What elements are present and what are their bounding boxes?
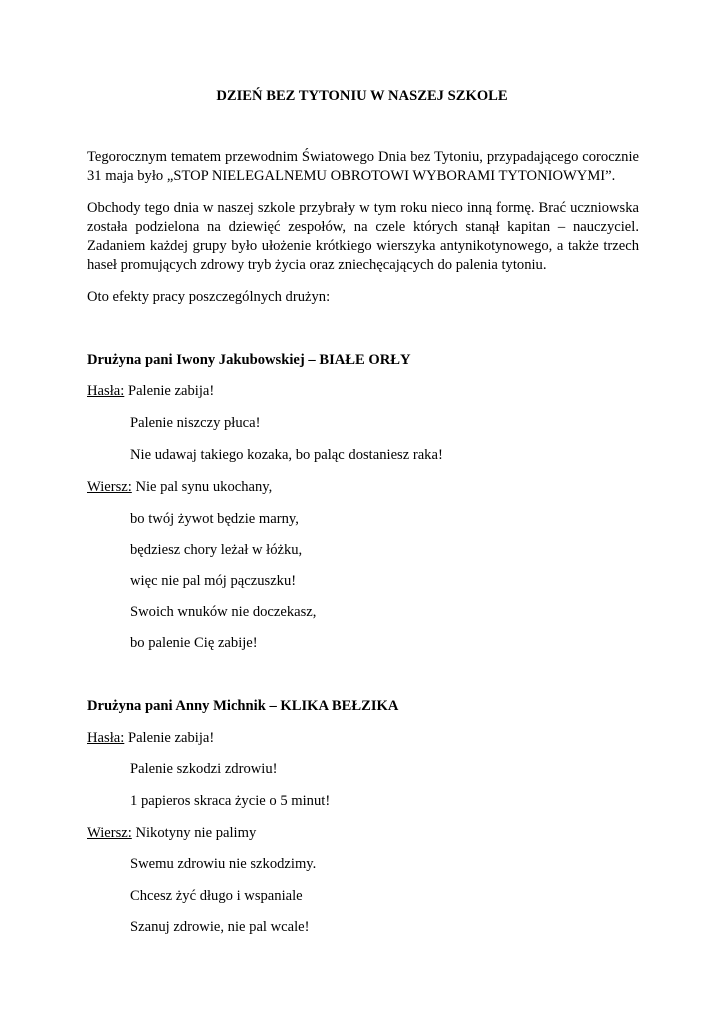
poem-line: będziesz chory leżał w łóżku, (130, 542, 303, 558)
poem-line: Chcesz żyć długo i wspaniale (130, 888, 303, 904)
paragraph2-line-1: Obchody tego dnia w naszej szkole przybrały w tym roku nieco inną formę. Brać uczniowska (87, 200, 639, 216)
slogan: Nie udawaj takiego kozaka, bo paląc dostaniesz raka! (130, 447, 443, 463)
poem-label: Wiersz: (87, 479, 132, 495)
paragraph3: Oto efekty pracy poszczególnych drużyn: (87, 289, 331, 305)
poem-line: Swemu zdrowiu nie szkodzimy. (130, 856, 317, 872)
slogan: 1 papieros skraca życie o 5 minut! (130, 793, 331, 809)
intro-line-1: Tegorocznym tematem przewodnim Światowego Dnia bez Tytoniu, przypadającego corocznie (87, 149, 639, 165)
poem-line: Nikotyny nie palimy (135, 825, 257, 841)
slogans-label: Hasła: (87, 730, 125, 746)
poem-line: więc nie pal mój pączuszku! (130, 573, 297, 589)
team-heading: Drużyna pani Anny Michnik – KLIKA BEŁZIKA (87, 698, 399, 714)
poem-line: bo twój żywot będzie marny, (130, 511, 299, 527)
paragraph2-line-3: Zadaniem każdej grupy było ułożenie krótkiego wierszyka antynikotynowego, a także trzech (87, 238, 639, 254)
poem-line: Swoich wnuków nie doczekasz, (130, 604, 317, 620)
poem-line: Nie pal synu ukochany, (135, 479, 273, 495)
slogan: Palenie niszczy płuca! (130, 415, 261, 431)
slogan: Palenie zabija! (127, 730, 215, 746)
paragraph2-line-2: została podzielona na dziewięć zespołów, na czele których stanął kapitan – nauczyciel. (87, 219, 639, 235)
poem-line: bo palenie Cię zabije! (130, 635, 258, 651)
slogans-row (87, 382, 214, 401)
poem-line: Szanuj zdrowie, nie pal wcale! (130, 919, 310, 935)
document-title: DZIEŃ BEZ TYTONIU W NASZEJ SZKOLE (216, 88, 508, 104)
poem-row (87, 478, 272, 497)
slogan: Palenie zabija! (127, 383, 215, 399)
poem-row (87, 824, 256, 843)
team-heading: Drużyna pani Iwony Jakubowskiej – BIAŁE ORŁY (87, 352, 411, 368)
slogans-row (87, 729, 214, 748)
poem-label: Wiersz: (87, 825, 132, 841)
slogan: Palenie szkodzi zdrowiu! (130, 761, 278, 777)
paragraph2-line-4: haseł promujących zdrowy tryb życia oraz zniechęcających do palenia tytoniu. (87, 257, 547, 273)
intro-line-2: 31 maja było „STOP NIELEGALNEMU OBROTOWI WYBORAMI TYTONIOWYMI”. (87, 168, 616, 184)
slogans-label: Hasła: (87, 383, 125, 399)
